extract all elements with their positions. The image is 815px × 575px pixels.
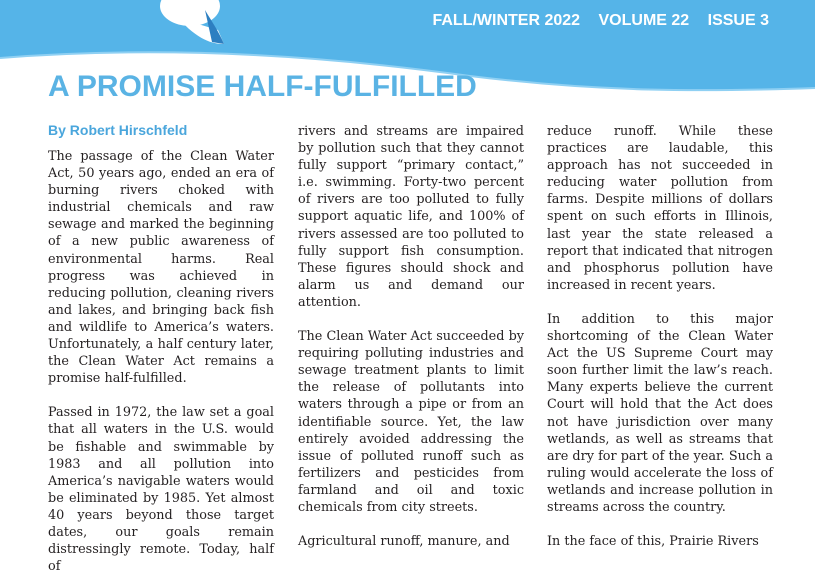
article-paragraph: Passed in 1972, the law set a goal that all waters in the U.S. would be fishable and swimmable by 1983 and all pollution into America’s navigable waters would be eliminated by 1985. Yet almost 40 years beyond those target dates, our goals remain distressingly remote. Today, half of (48, 405, 274, 575)
article-column-3 (547, 123, 773, 550)
article-paragraph: The passage of the Clean Water Act, 50 years ago, ended an era of burning rivers choked with industrial chemicals and raw sewage and marked the beginning of a new public awareness of environmental harms. Real progress was achieved in reducing pollution, cleaning rivers and lakes, and bringing back fish and wildlife to America’s waters. Unfortunately, a half century later, the Clean Water Act remains a promise half-fulfilled. (48, 149, 274, 387)
article-paragraph: In addition to this major shortcoming of the Clean Water Act the US Supreme Court may soon further limit the law’s reach. Many experts believe the current Court will hold that the Act does not have jurisdiction over many wetlands, as well as streams that are dry for part of the year. Such a ruling would accelerate the loss of wetlands and increase pollution in streams across the country. (547, 311, 773, 515)
article-byline: By Robert Hirschfeld (48, 122, 188, 138)
article-column-2 (298, 123, 524, 550)
article-paragraph: reduce runoff. While these practices are laudable, this approach has not succeeded in reducing water pollution from farms. Despite millions of dollars spent on such efforts in Illinois, last year the state released a report that indicated that nitrogen and phosphorus pollution have increased in recent years. (547, 124, 773, 293)
article-paragraph: Agricultural runoff, manure, and (298, 534, 510, 550)
issue-number: ISSUE 3 (707, 12, 769, 29)
article-paragraph: rivers and streams are impaired by pollution such that they cannot fully support “primary contact,” i.e. swimming. Forty-two percent of rivers are too polluted to fully support aquatic life, and 100% of rivers assessed are too polluted to fully support fish consumption. These figures should shock and alarm us and demand our attention. (298, 124, 524, 310)
article-headline: A PROMISE HALF-FULFILLED (48, 70, 477, 103)
issue-volume: VOLUME 22 (598, 12, 690, 29)
article-paragraph: The Clean Water Act succeeded by requiring polluting industries and sewage treatment plants to limit the release of pollutants into waters through a pipe or from an identifiable source. Yet, the law entirely avoided addressing the issue of polluted runoff such as fertilizers and pesticides from farmland and oil and toxic chemicals from city streets. (298, 329, 524, 515)
article-column-1 (48, 148, 274, 575)
issue-season: FALL/WINTER 2022 (432, 12, 581, 29)
issue-info (432, 12, 769, 30)
article-paragraph: In the face of this, Prairie Rivers (547, 534, 759, 550)
